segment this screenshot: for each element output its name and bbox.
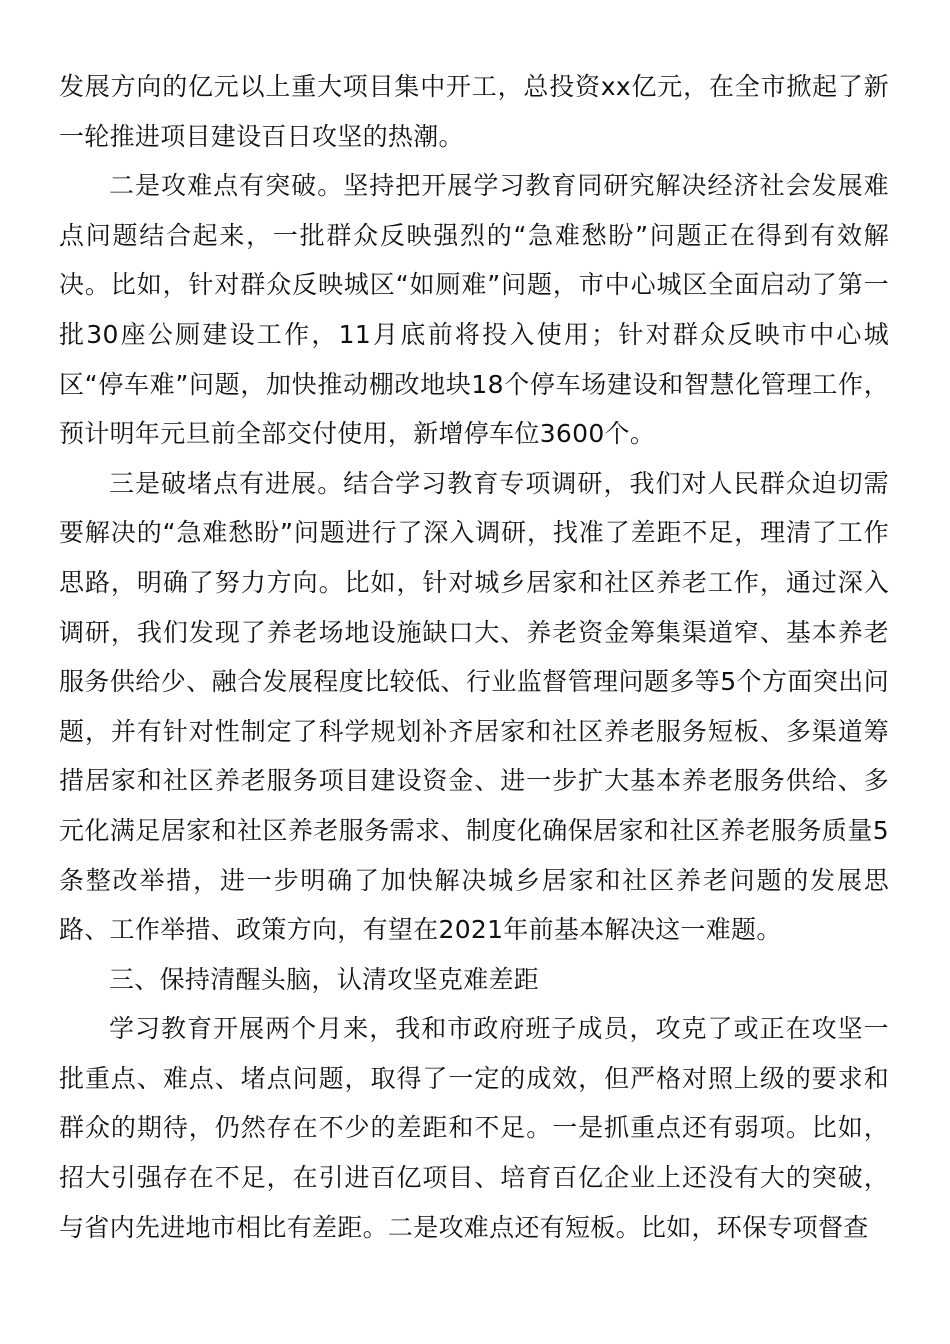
document-body xyxy=(59,62,889,1252)
paragraph-gaps-and-shortcomings: 学习教育开展两个月来，我和市政府班子成员，攻克了或正在攻坚一批重点、难点、堵点问题，取得了一定的成效，但严格对照上级的要求和群众的期待，仍然存在不少的差距和不足。一是抓重点还有弱项。比如，招大引强存在不足，在引进百亿项目、培育百亿企业上还没有大的突破，与省内先进地市相比有差距。二是攻难点还有短板。比如，环保专项督查 xyxy=(59,1014,889,1242)
section-heading-stay-clear-headed: 三、保持清醒头脑，认清攻坚克难差距 xyxy=(109,964,540,994)
paragraph-continued-project-launch: 发展方向的亿元以上重大项目集中开工，总投资xx亿元，在全市掀起了新一轮推进项目建设百日攻坚的热潮。 xyxy=(59,72,889,151)
paragraph-difficult-points-breakthrough: 二是攻难点有突破。坚持把开展学习教育同研究解决经济社会发展难点问题结合起来，一批群众反映强烈的“急难愁盼”问题正在得到有效解决。比如，针对群众反映城区“如厕难”问题，市中心城区全面启动了第一批30座公厕建设工作，11月底前将投入使用；针对群众反映市中心城区“停车难”问题，加快推动棚改地块18个停车场建设和智慧化管理工作，预计明年元旦前全部交付使用，新增停车位3600个。 xyxy=(59,171,889,449)
paragraph-blockage-points-progress: 三是破堵点有进展。结合学习教育专项调研，我们对人民群众迫切需要解决的“急难愁盼”问题进行了深入调研，找准了差距不足，理清了工作思路，明确了努力方向。比如，针对城乡居家和社区养老工作，通过深入调研，我们发现了养老场地设施缺口大、养老资金筹集渠道窄、基本养老服务供给少、融合发展程度比较低、行业监督管理问题多等5个方面突出问题，并有针对性制定了科学规划补齐居家和社区养老服务短板、多渠道筹措居家和社区养老服务项目建设资金、进一步扩大基本养老服务供给、多元化满足居家和社区养老服务需求、制度化确保居家和社区养老服务质量5条整改举措，进一步明确了加快解决城乡居家和社区养老问题的发展思路、工作举措、政策方向，有望在2021年前基本解决这一难题。 xyxy=(59,468,889,945)
